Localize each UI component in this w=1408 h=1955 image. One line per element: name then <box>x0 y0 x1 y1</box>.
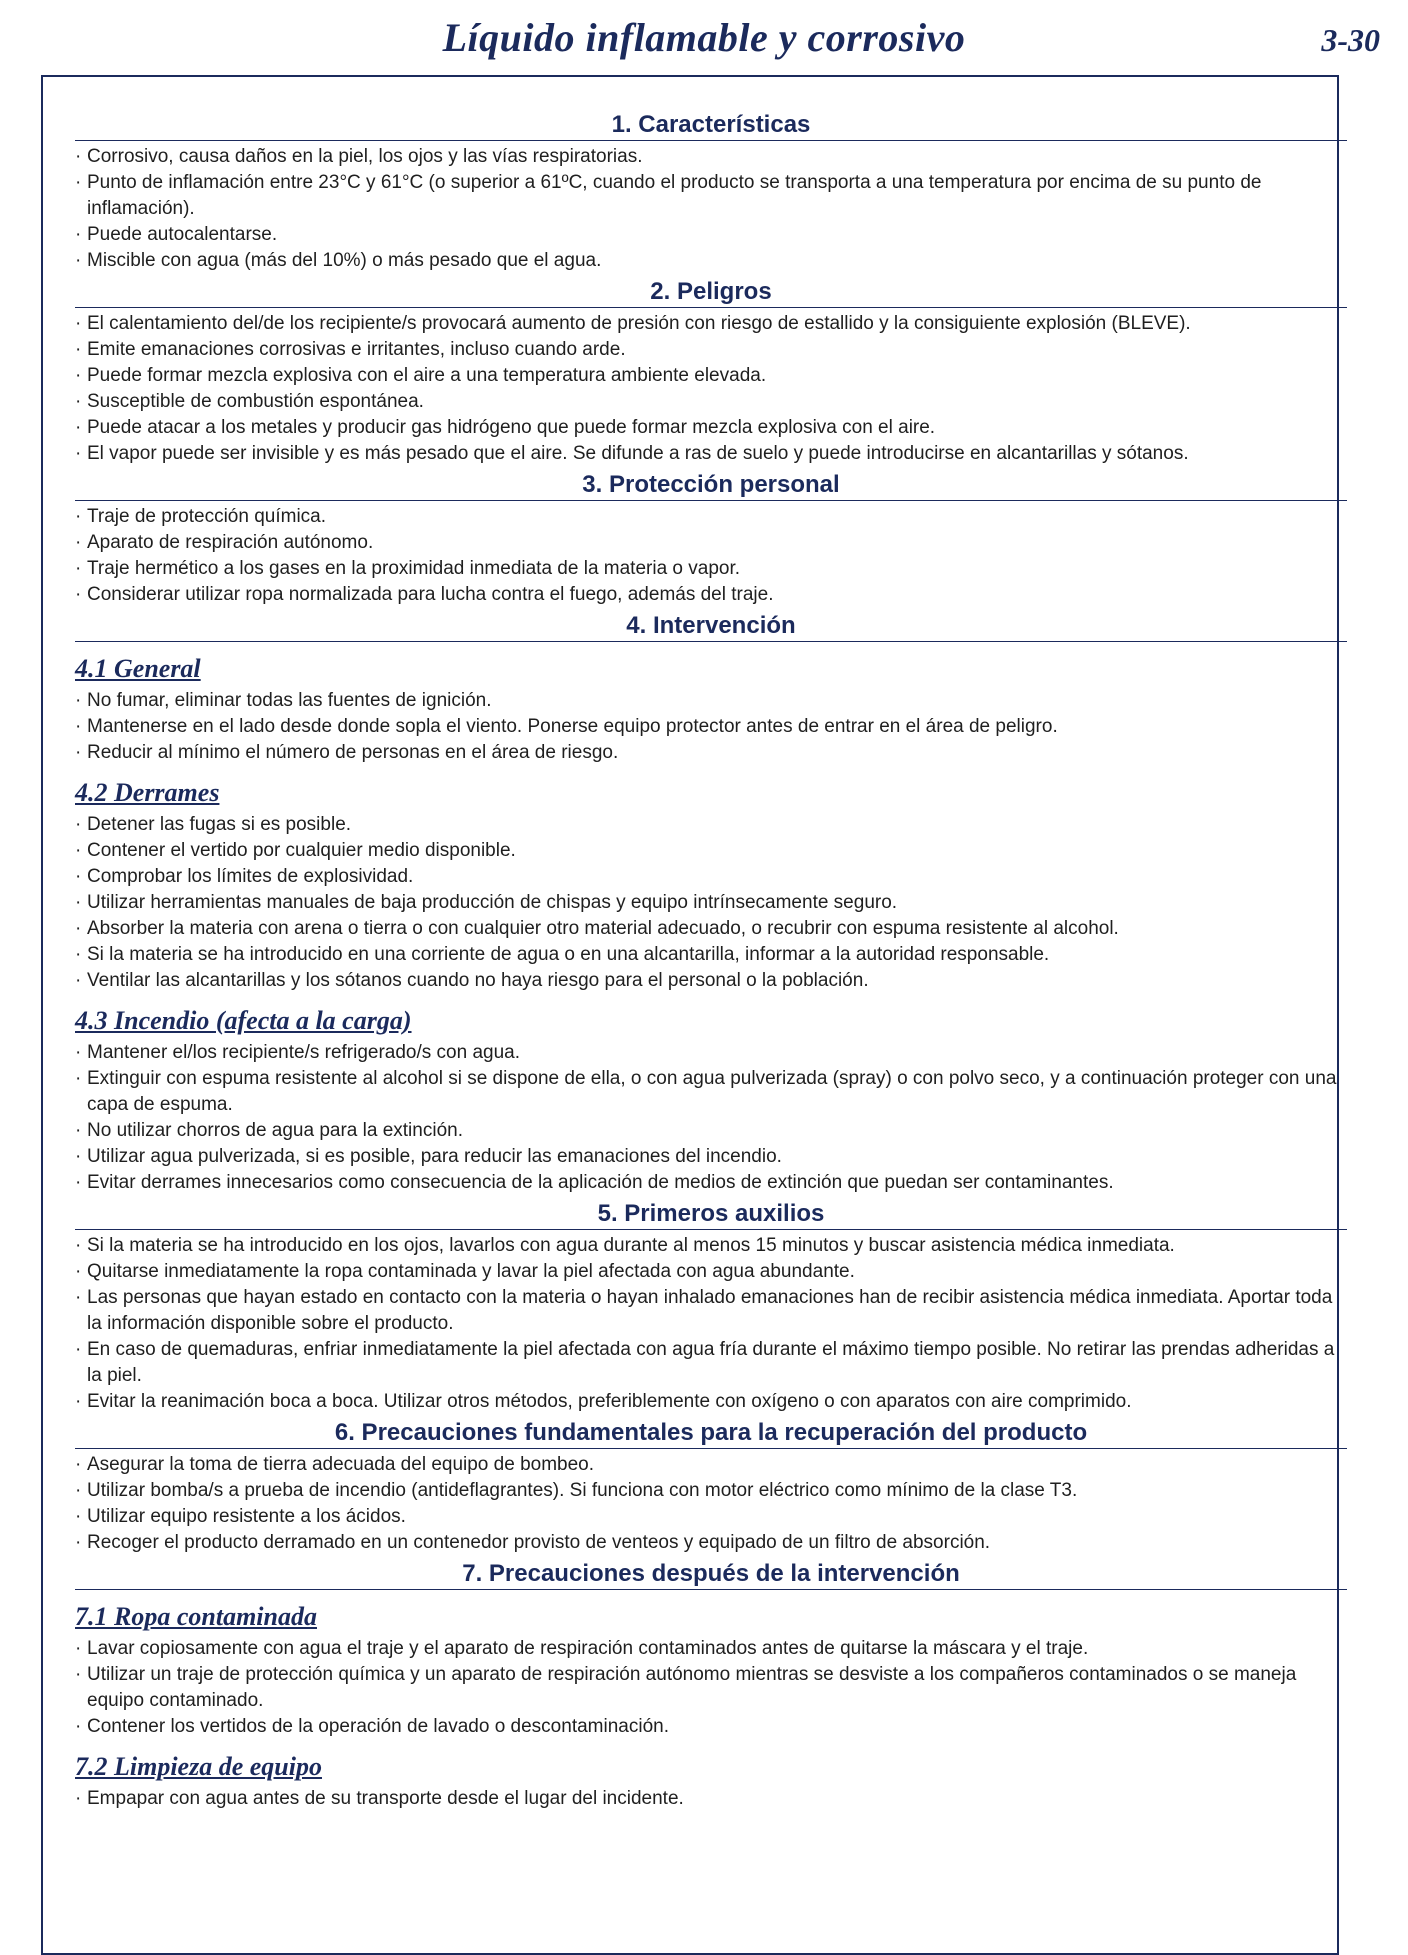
list-item: · Extinguir con espuma resistente al alcohol si se dispone de ella, o con agua pulverizada (spray) o con polvo seco, y a continuación proteger con una capa de espuma. <box>75 1066 1347 1118</box>
subsection-title-derrames: 4.2 Derrames <box>75 778 220 807</box>
list-item: · Punto de inflamación entre 23°C y 61°C (o superior a 61ºC, cuando el producto se transporta a una temperatura por encima de su punto de inflamación). <box>75 170 1347 222</box>
section-title-recuperacion-producto: 6. Precauciones fundamentales para la recuperación del producto <box>75 1418 1347 1449</box>
subsection-title-general: 4.1 General <box>75 654 201 683</box>
ropa-contaminada-list <box>75 1636 1347 1740</box>
list-item: · En caso de quemaduras, enfriar inmediatamente la piel afectada con agua fría durante el máximo tiempo posible. No retirar las prendas adheridas a la piel. <box>75 1337 1347 1389</box>
section-title-intervencion: 4. Intervención <box>75 611 1347 642</box>
peligros-list <box>75 311 1347 467</box>
list-item: · Traje de protección química. <box>75 504 1347 530</box>
list-item: · Detener las fugas si es posible. <box>75 812 1347 838</box>
derrames-list <box>75 812 1347 994</box>
list-item: · Contener el vertido por cualquier medio disponible. <box>75 838 1347 864</box>
list-item: · Considerar utilizar ropa normalizada para lucha contra el fuego, además del traje. <box>75 582 1347 608</box>
list-item: · El calentamiento del/de los recipiente/s provocará aumento de presión con riesgo de estallido y la consiguiente explosión (BLEVE). <box>75 311 1347 337</box>
subsection-title-limpieza-equipo: 7.2 Limpieza de equipo <box>75 1752 322 1781</box>
list-item: · Corrosivo, causa daños en la piel, los ojos y las vías respiratorias. <box>75 144 1347 170</box>
list-item: · Emite emanaciones corrosivas e irritantes, incluso cuando arde. <box>75 337 1347 363</box>
section-title-caracteristicas: 1. Características <box>75 110 1347 141</box>
list-item: · Puede formar mezcla explosiva con el aire a una temperatura ambiente elevada. <box>75 363 1347 389</box>
subsection-title-incendio: 4.3 Incendio (afecta a la carga) <box>75 1006 412 1035</box>
list-item: · Empapar con agua antes de su transporte desde el lugar del incidente. <box>75 1786 1347 1812</box>
list-item: · Traje hermético a los gases en la proximidad inmediata de la materia o vapor. <box>75 556 1347 582</box>
list-item: · Absorber la materia con arena o tierra o con cualquier otro material adecuado, o recubrir con espuma resistente al alcohol. <box>75 916 1347 942</box>
page-header <box>0 0 1408 74</box>
list-item: · Utilizar equipo resistente a los ácidos. <box>75 1504 1347 1530</box>
page-title: Líquido inflamable y corrosivo <box>442 15 966 60</box>
list-item: · Recoger el producto derramado en un contenedor provisto de venteos y equipado de un filtro de absorción. <box>75 1530 1347 1556</box>
list-item: · Susceptible de combustión espontánea. <box>75 389 1347 415</box>
list-item: · No utilizar chorros de agua para la extinción. <box>75 1118 1347 1144</box>
limpieza-equipo-list <box>75 1786 1347 1812</box>
list-item: · Ventilar las alcantarillas y los sótanos cuando no haya riesgo para el personal o la población. <box>75 968 1347 994</box>
list-item: · Quitarse inmediatamente la ropa contaminada y lavar la piel afectada con agua abundante. <box>75 1259 1347 1285</box>
subsection-title-ropa-contaminada: 7.1 Ropa contaminada <box>75 1602 317 1631</box>
list-item: · Comprobar los límites de explosividad. <box>75 864 1347 890</box>
list-item: · Mantenerse en el lado desde donde sopla el viento. Ponerse equipo protector antes de entrar en el área de peligro. <box>75 714 1347 740</box>
section-title-primeros-auxilios: 5. Primeros auxilios <box>75 1199 1347 1230</box>
list-item: · Utilizar bomba/s a prueba de incendio (antideflagrantes). Si funciona con motor eléctrico como mínimo de la clase T3. <box>75 1478 1347 1504</box>
recuperacion-producto-list <box>75 1452 1347 1556</box>
list-item: · Lavar copiosamente con agua el traje y el aparato de respiración contaminados antes de quitarse la máscara y el traje. <box>75 1636 1347 1662</box>
list-item: · Si la materia se ha introducido en una corriente de agua o en una alcantarilla, informar a la autoridad responsable. <box>75 942 1347 968</box>
list-item: · Utilizar agua pulverizada, si es posible, para reducir las emanaciones del incendio. <box>75 1144 1347 1170</box>
list-item: · Contener los vertidos de la operación de lavado o descontaminación. <box>75 1714 1347 1740</box>
list-item: · Evitar derrames innecesarios como consecuencia de la aplicación de medios de extinción que puedan ser contaminantes. <box>75 1170 1347 1196</box>
list-item: · Reducir al mínimo el número de personas en el área de riesgo. <box>75 740 1347 766</box>
list-item: · Puede autocalentarse. <box>75 222 1347 248</box>
caracteristicas-list <box>75 144 1347 274</box>
list-item: · No fumar, eliminar todas las fuentes de ignición. <box>75 688 1347 714</box>
list-item: · Las personas que hayan estado en contacto con la materia o hayan inhalado emanaciones han de recibir asistencia médica inmediata. Aportar toda la información disponible sobre el producto. <box>75 1285 1347 1337</box>
general-list <box>75 688 1347 766</box>
list-item: · Utilizar un traje de protección química y un aparato de respiración autónomo mientras se desviste a los compañeros contaminados o se maneja equipo contaminado. <box>75 1662 1347 1714</box>
list-item: · Asegurar la toma de tierra adecuada del equipo de bombeo. <box>75 1452 1347 1478</box>
section-title-peligros: 2. Peligros <box>75 277 1347 308</box>
section-title-despues-intervencion: 7. Precauciones después de la intervención <box>75 1559 1347 1590</box>
section-title-proteccion-personal: 3. Protección personal <box>75 470 1347 501</box>
list-item: · Mantener el/los recipiente/s refrigerado/s con agua. <box>75 1040 1347 1066</box>
list-item: · Utilizar herramientas manuales de baja producción de chispas y equipo intrínsecamente seguro. <box>75 890 1347 916</box>
list-item: · Miscible con agua (más del 10%) o más pesado que el agua. <box>75 248 1347 274</box>
page-number: 3-30 <box>1321 22 1380 58</box>
proteccion-personal-list <box>75 504 1347 608</box>
list-item: · Evitar la reanimación boca a boca. Utilizar otros métodos, preferiblemente con oxígeno o con aparatos con aire comprimido. <box>75 1389 1347 1415</box>
list-item: · Si la materia se ha introducido en los ojos, lavarlos con agua durante al menos 15 minutos y buscar asistencia médica inmediata. <box>75 1233 1347 1259</box>
list-item: · Aparato de respiración autónomo. <box>75 530 1347 556</box>
list-item: · El vapor puede ser invisible y es más pesado que el aire. Se difunde a ras de suelo y puede introducirse en alcantarillas y sótanos. <box>75 441 1347 467</box>
list-item: · Puede atacar a los metales y producir gas hidrógeno que puede formar mezcla explosiva con el aire. <box>75 415 1347 441</box>
primeros-auxilios-list <box>75 1233 1347 1415</box>
document-body <box>75 110 1347 1815</box>
incendio-list <box>75 1040 1347 1196</box>
